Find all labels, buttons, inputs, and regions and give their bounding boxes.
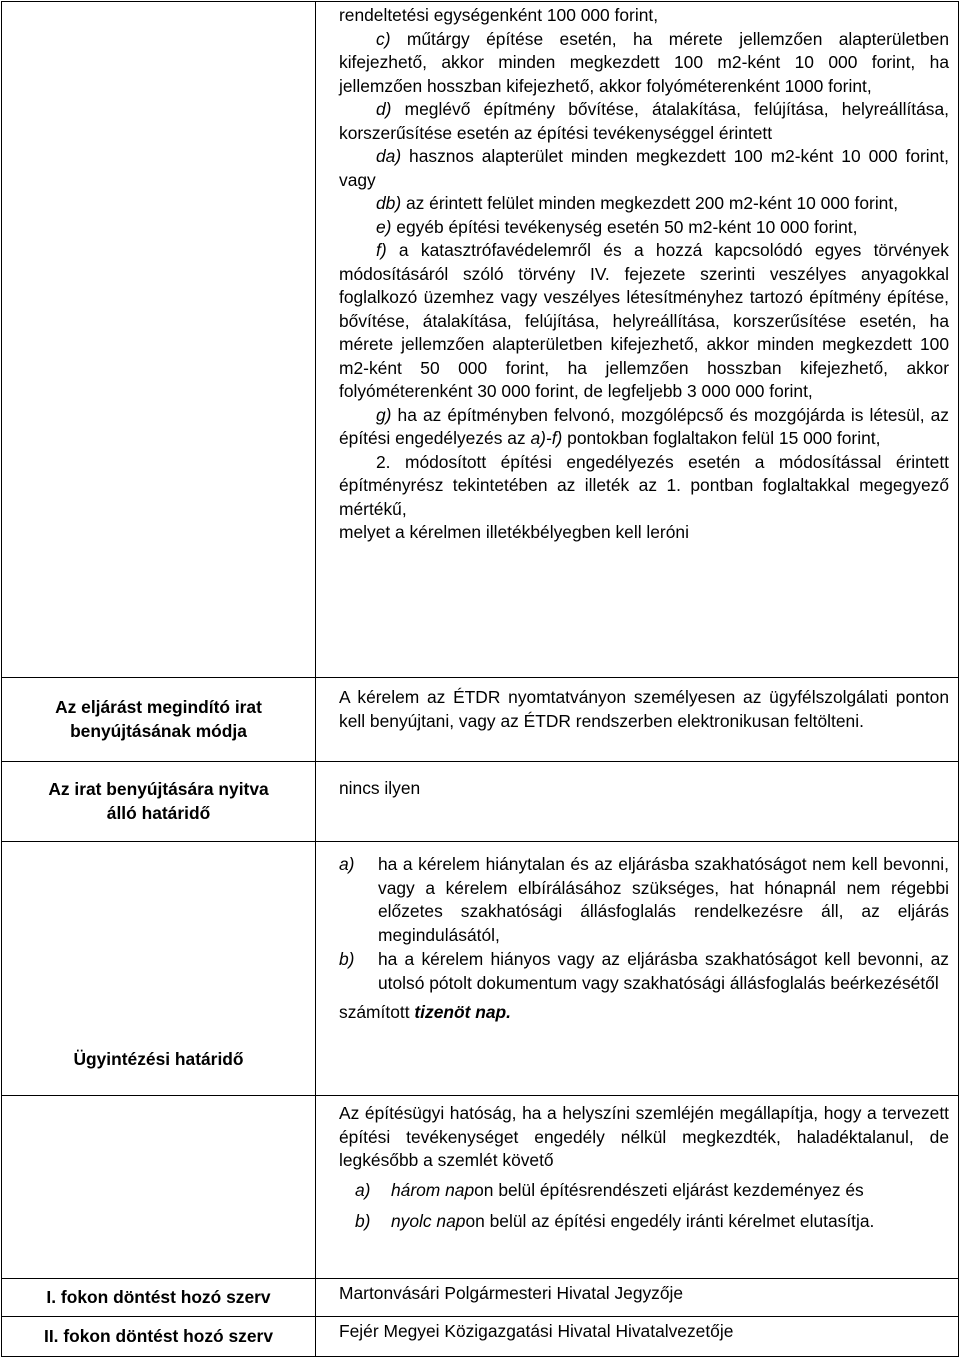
procedure-info-table <box>1 1 959 1357</box>
item-marker: g) <box>376 404 392 425</box>
fee-text-line: rendeltetési egységenként 100 000 forint, <box>339 5 659 25</box>
fee-item-e <box>339 216 949 240</box>
item-text-wrap <box>391 1179 949 1203</box>
item-text: hasznos alapterület minden megkezdett 100 m2-ként 10 000 forint, vagy <box>339 146 949 190</box>
first-instance-cell <box>316 1279 959 1317</box>
list-item <box>355 1179 949 1203</box>
row-label-submission-deadline <box>2 762 316 842</box>
table-row <box>2 842 959 1096</box>
fee-item-g <box>339 404 949 451</box>
submission-deadline-text: nincs ilyen <box>339 778 421 798</box>
label-line: I. fokon döntést hozó szerv <box>46 1286 271 1307</box>
item-marker: a) <box>339 854 355 874</box>
fee-item-c <box>339 28 949 99</box>
table-row <box>2 762 959 842</box>
fee-point-2: 2. módosított építési engedélyezés esetén a módosítással érintett építményrész tekintetében az illeték az 1. pontban foglaltakkal megegyező mértékű, <box>339 451 949 519</box>
unauthorized-construction-cell <box>316 1096 959 1279</box>
item-text: meglévő építmény bővítése, átalakítása, felújítása, helyreállítása, korszerűsítése esetén az építési tevékenységgel érintett <box>339 99 949 143</box>
intro-text: Az építésügyi hatóság, ha a helyszíni szemléjén megállapítja, hogy a tervezett építési tevékenységet engedély nélkül megkezdték, haladéktalanul, de legkésőbb a szemlét követő <box>339 1103 949 1170</box>
submission-method-text: A kérelem az ÉTDR nyomtatványon személyesen az ügyfélszolgálati ponton kell benyújtani, vagy az ÉTDR rendszerben elektronikusan feltölteni. <box>339 687 949 731</box>
item-reference: a)-f) <box>530 428 563 448</box>
item-text: on belül az építési engedély iránti kérelmet elutasítja. <box>465 1211 875 1231</box>
list-item <box>355 1210 949 1234</box>
fee-item-d <box>339 98 949 145</box>
table-row <box>2 678 959 762</box>
item-text: az érintett felület minden megkezdett 200 m2-ként 10 000 forint, <box>401 193 899 213</box>
table-row <box>2 1279 959 1317</box>
fee-details-cell <box>316 2 959 678</box>
submission-deadline-cell <box>316 762 959 842</box>
label-line: II. fokon döntést hozó szerv <box>44 1325 273 1346</box>
item-marker: db) <box>376 193 402 213</box>
processing-deadline-cell <box>316 842 959 1096</box>
list-item <box>339 948 949 995</box>
label-line: benyújtásának módja <box>70 720 247 741</box>
row-label-empty <box>2 1096 316 1279</box>
second-instance-authority: Fejér Megyei Közigazgatási Hivatal Hivatalvezetője <box>339 1321 734 1341</box>
table-row <box>2 1096 959 1279</box>
fee-item-db <box>339 192 949 216</box>
item-marker: e) <box>376 216 392 237</box>
item-marker: c) <box>376 28 391 49</box>
label-line: Az irat benyújtására nyitva <box>48 779 269 799</box>
item-text: a katasztrófavédelemről és a hozzá kapcsolódó egyes törvények módosításáról szóló törvény IV. fejezete szerinti veszélyes anyagokkal foglalkozó üzemhez vagy veszélyes létesítményhez tartozó építmény építése, bővítése, átalakítása, felújítása, helyreállítása, korszerűsítése esetén, ha mérete jellemzően alapterületben kifejezhető, akkor minden megkezdett 100 m2-ként 50 000 forint, ha jellemzően hosszban kifejezhető, akkor folyóméterenként 30 000 forint, de legfeljebb 3 000 000 forint, <box>339 240 949 401</box>
item-text-wrap <box>391 1210 949 1234</box>
list-item <box>339 853 949 947</box>
item-text: ha a kérelem hiányos vagy az eljárásba szakhatóságot kell bevonni, az utolsó pótolt dokumentum vagy szakhatósági állásfoglalás beérkezésétől <box>378 949 949 993</box>
label-line: Ügyintézési határidő <box>73 1048 244 1069</box>
item-marker: a) <box>355 1179 371 1200</box>
row-label-first-instance <box>2 1279 316 1317</box>
item-marker: b) <box>355 1211 371 1231</box>
row-label-processing-deadline <box>2 842 316 1096</box>
row-label-empty <box>2 2 316 678</box>
item-marker: da) <box>376 146 402 166</box>
item-marker: b) <box>339 949 355 969</box>
fee-closing-line: melyet a kérelmen illetékbélyegben kell leróni <box>339 522 689 542</box>
item-emphasis: három nap <box>391 1179 475 1200</box>
item-marker: d) <box>376 99 392 119</box>
closing-emphasis: tizenöt nap. <box>414 1002 511 1022</box>
row-label-submission-method <box>2 678 316 762</box>
closing-prefix: számított <box>339 1002 415 1022</box>
label-line: álló határidő <box>106 802 211 823</box>
first-instance-authority: Martonvásári Polgármesteri Hivatal Jegyzője <box>339 1283 684 1303</box>
second-instance-cell <box>316 1317 959 1357</box>
item-emphasis: nyolc nap <box>391 1211 466 1231</box>
item-text: műtárgy építése esetén, ha mérete jellemzően alapterületben kifejezhető, akkor minden megkezdett 100 m2-ként 10 000 forint, ha jellemzően hosszban kifejezhető, akkor folyóméterenként 1000 forint, <box>339 28 949 96</box>
label-line: Az eljárást megindító irat <box>55 697 262 717</box>
item-text: pontokban foglaltakon felül 15 000 forint, <box>562 428 881 448</box>
item-text: egyéb építési tevékenység esetén 50 m2-ként 10 000 forint, <box>391 216 858 237</box>
item-text: ha a kérelem hiánytalan és az eljárásba szakhatóságot nem kell bevonni, vagy a kérelem elbírálásához szükséges, hat hónapnál nem régebbi előzetes szakhatósági állásfoglalás rendelkezésre áll, az eljárás megindulásától, <box>378 854 949 945</box>
table-row <box>2 2 959 678</box>
processing-deadline-closing <box>339 1001 949 1025</box>
fee-item-f <box>339 239 949 404</box>
fee-item-da <box>339 145 949 192</box>
table-row <box>2 1317 959 1357</box>
item-text: ha az építményben felvonó, mozgólépcső és mozgójárda is létesül, az építési engedélyezés az <box>339 404 949 448</box>
item-marker: f) <box>376 240 387 260</box>
submission-method-cell <box>316 678 959 762</box>
row-label-second-instance <box>2 1317 316 1357</box>
item-text: on belül építésrendészeti eljárást kezdeményez és <box>474 1179 864 1200</box>
